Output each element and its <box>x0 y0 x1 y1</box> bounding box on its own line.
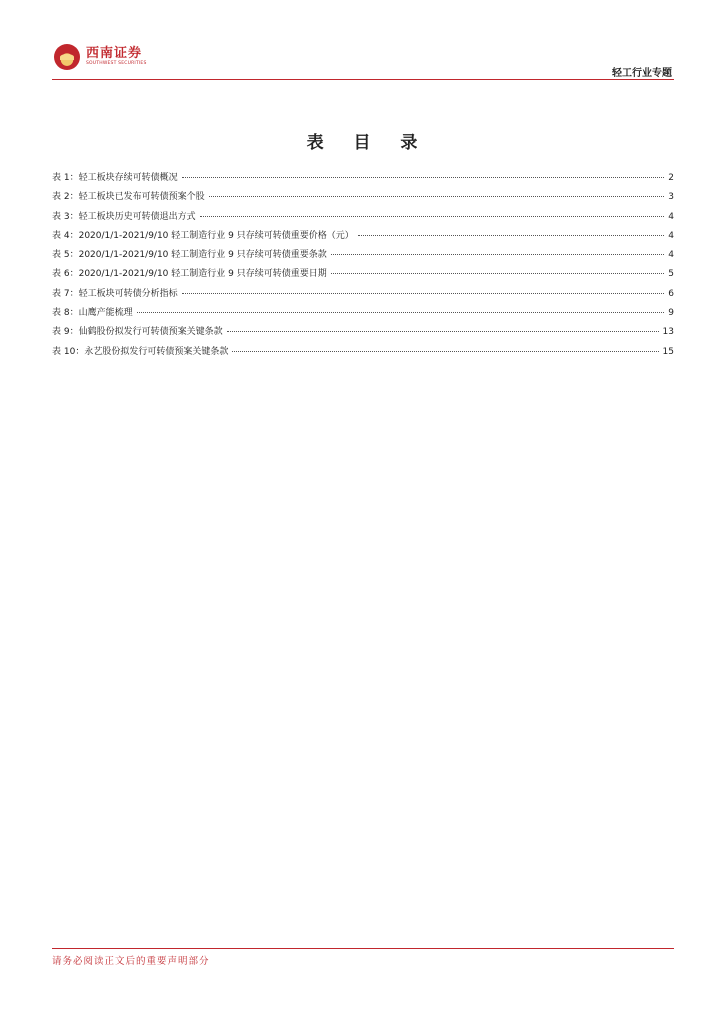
toc-leader-dots <box>137 312 665 313</box>
table-of-contents-title: 表 目 录 <box>306 133 430 153</box>
toc-entry-page: 4 <box>668 230 674 241</box>
toc-entry-label: 表 3：轻工板块历史可转债退出方式 <box>52 211 196 222</box>
toc-entry-label: 表 7：轻工板块可转债分析指标 <box>52 288 178 299</box>
toc-entry-page: 2 <box>668 173 674 183</box>
toc-entry[interactable] <box>52 209 674 228</box>
toc-entry-label: 表 2：轻工板块已发布可转债预案个股 <box>52 192 205 203</box>
logo-emblem-icon <box>54 44 80 70</box>
toc-entry[interactable] <box>52 170 674 189</box>
toc-entry-page: 6 <box>668 288 674 299</box>
toc-entry-page: 13 <box>662 327 674 338</box>
toc-leader-dots <box>227 331 659 332</box>
toc-entry[interactable] <box>52 324 674 343</box>
logo-english-name: SOUTHWEST SECURITIES <box>86 61 147 67</box>
toc-entry-page: 4 <box>668 211 674 222</box>
footer-disclaimer: 请务必阅读正文后的重要声明部分 <box>52 956 210 967</box>
page-header <box>52 40 674 80</box>
toc-leader-dots <box>232 351 658 352</box>
toc-leader-dots <box>200 216 665 217</box>
toc-entry-label: 表 10：永艺股份拟发行可转债预案关键条款 <box>52 346 229 357</box>
header-divider <box>52 79 674 80</box>
toc-entry[interactable] <box>52 344 674 363</box>
toc-entry-label: 表 4：2020/1/1-2021/9/10 轻工制造行业 9 只存续可转债重要价格（元） <box>52 230 354 241</box>
toc-entry-label: 表 6：2020/1/1-2021/9/10 轻工制造行业 9 只存续可转债重要日期 <box>52 269 327 280</box>
toc-entry-label: 表 9：仙鹤股份拟发行可转债预案关键条款 <box>52 327 223 338</box>
toc-entry-page: 4 <box>668 250 674 261</box>
toc-entry[interactable] <box>52 228 674 247</box>
toc-leader-dots <box>209 196 665 197</box>
toc-leader-dots <box>331 273 665 274</box>
toc-entry[interactable] <box>52 286 674 305</box>
toc-leader-dots <box>182 293 665 294</box>
toc-entry[interactable] <box>52 266 674 285</box>
toc-entry-page: 9 <box>668 308 674 319</box>
toc-entry-page: 3 <box>668 192 674 203</box>
toc-entry[interactable] <box>52 305 674 324</box>
toc-entry-label: 表 5：2020/1/1-2021/9/10 轻工制造行业 9 只存续可转债重要条款 <box>52 250 327 261</box>
company-logo <box>54 44 147 70</box>
toc-entry-label: 表 1：轻工板块存续可转债概况 <box>52 173 178 183</box>
toc-leader-dots <box>358 235 665 236</box>
toc-leader-dots <box>182 177 665 178</box>
table-of-contents <box>52 170 674 363</box>
toc-entry-page: 15 <box>662 346 674 357</box>
toc-leader-dots <box>331 254 665 255</box>
logo-chinese-name: 西南证券 <box>86 46 143 62</box>
toc-entry-page: 5 <box>668 269 674 280</box>
toc-entry-label: 表 8：山鹰产能梳理 <box>52 308 133 319</box>
footer-divider <box>52 948 674 949</box>
toc-entry[interactable] <box>52 189 674 208</box>
toc-entry[interactable] <box>52 247 674 266</box>
report-category-title: 轻工行业专题 <box>612 68 672 79</box>
